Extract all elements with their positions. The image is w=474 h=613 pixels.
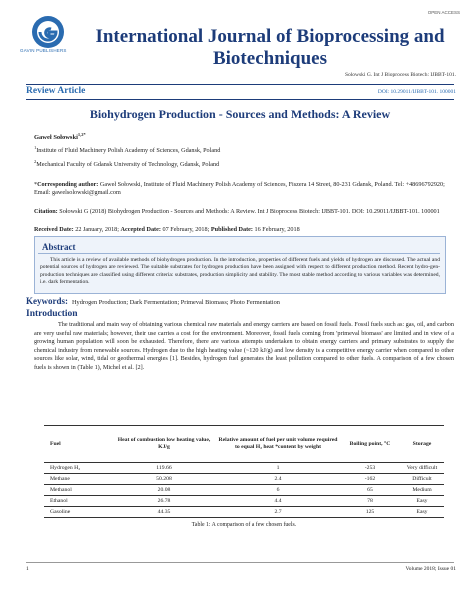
table-cell: -162 bbox=[340, 474, 400, 485]
header-citation: Solowski G. Int J Bioprocess Biotech: IJBBT-101. bbox=[344, 72, 456, 78]
table-cell: Ethanol bbox=[44, 496, 112, 507]
publisher-name: GAVIN PUBLISHERS bbox=[20, 48, 67, 53]
table-cell: Easy bbox=[400, 496, 444, 507]
published-value: 16 February, 2018 bbox=[254, 226, 300, 233]
header-rule-bottom bbox=[26, 99, 454, 100]
table-row bbox=[44, 485, 444, 496]
page-number: 1 bbox=[26, 566, 29, 572]
table-cell: 78 bbox=[340, 496, 400, 507]
table-cell: Easy bbox=[400, 507, 444, 518]
table-cell: 1 bbox=[216, 463, 340, 474]
table-cell: Difficult bbox=[400, 474, 444, 485]
table-cell: 50.208 bbox=[112, 474, 216, 485]
article-dates bbox=[34, 226, 454, 233]
table-cell: Methane bbox=[44, 474, 112, 485]
article-type-label: Review Article bbox=[26, 86, 86, 96]
abstract-heading: Abstract bbox=[42, 242, 76, 252]
table-cell: Very difficult bbox=[400, 463, 444, 474]
accepted-value: 07 February, 2018; bbox=[162, 226, 210, 233]
table-caption: Table 1: A comparison of a few chosen fuels. bbox=[191, 522, 297, 528]
table-cell: Medium bbox=[400, 485, 444, 496]
introduction-text: The traditional and main way of obtaining various chemical raw materials and energy carriers are based on fossil fuels. Fossil fuels such as: gas, oil, and carbon are very useful raw materials; however, their use carries a cost for the environment. Moreover, fossil fuels coming from 'primeval biomass' are limited and in view of a growing human population will soon be exhausted. Therefore, there are various attempts undertaken to obtain energy carriers and primary substrates to supply the chemical industry from renewable sources. Hydrogen due to the high heating value (~120 kJ/g) and low density is a competitive energy carrier when compared to other sources like solar, wind, tidal or geothermal energies [1]. Besides, hydrogen fuel generates the least pollution compared to other fuels. A comparison of a few chosen fuels is shown in (Table 1), Michel et al. [2]. bbox=[34, 321, 454, 371]
table-header-cell: Storage bbox=[400, 426, 444, 463]
author-name bbox=[34, 132, 86, 141]
affiliation-2-sup: 2 bbox=[34, 159, 37, 164]
citation-label: Citation: bbox=[34, 208, 58, 215]
table-cell: 26.78 bbox=[112, 496, 216, 507]
table-cell: 4.4 bbox=[216, 496, 340, 507]
open-access-label: OPEN ACCESS bbox=[427, 10, 460, 15]
table-cell: 44.35 bbox=[112, 507, 216, 518]
table-row bbox=[44, 463, 444, 474]
table-cell: 2.4 bbox=[216, 474, 340, 485]
table-cell: 65 bbox=[340, 485, 400, 496]
table-header-cell: Boiling point, °C bbox=[340, 426, 400, 463]
table-cell: Methanol bbox=[44, 485, 112, 496]
affiliation-1-text: Institute of Fluid Machinery Polish Academy of Sciences, Gdansk, Poland bbox=[36, 147, 221, 155]
keywords-heading: Keywords: bbox=[26, 296, 68, 306]
citation-block bbox=[34, 208, 454, 216]
citation-text: Sołowski G (2018) Biohydrogen Production - Sources and Methods: A Review. Int J Bioprocess Biotech: IJBBT-101. DOI: 10.29011/IJBBT-101. 100001 bbox=[59, 208, 440, 215]
affiliation-1 bbox=[34, 145, 220, 154]
author-name-text: Gaweł Sołowski bbox=[34, 134, 78, 142]
accepted-label: Accepted Date: bbox=[120, 226, 161, 233]
received-label: Received Date: bbox=[34, 226, 74, 233]
footer-rule bbox=[26, 562, 454, 563]
received-value: 22 January, 2018; bbox=[75, 226, 119, 233]
table-cell: Hydrogen H₂ bbox=[44, 463, 112, 474]
table-cell: 2.7 bbox=[216, 507, 340, 518]
table-cell: 20.08 bbox=[112, 485, 216, 496]
affiliation-1-sup: 1 bbox=[34, 145, 37, 150]
table-row bbox=[44, 496, 444, 507]
table-cell: -253 bbox=[340, 463, 400, 474]
table-cell: Gasoline bbox=[44, 507, 112, 518]
table-row bbox=[44, 507, 444, 518]
table-header-cell: Fuel bbox=[44, 426, 112, 463]
affiliation-2-text: Mechanical Faculty of Gdansk University of Technology, Gdansk, Poland bbox=[36, 161, 220, 169]
journal-title: International Journal of Bioprocessing and Biotechniques bbox=[95, 26, 445, 69]
published-label: Published Date: bbox=[210, 226, 253, 233]
corresponding-text: Gaweł Sołowski, Institute of Fluid Machinery Polish Academy of Sciences, Fiszera 14 Street, 80-231 Gdansk, Poland. Tel: +48696792920; Email: gawelsolowski@gmail.com bbox=[34, 181, 445, 196]
affiliation-2 bbox=[34, 159, 219, 168]
keywords-text: Hydrogen Production; Dark Fermentation; Primeval Biomass; Photo Fermentation bbox=[72, 299, 280, 306]
paper-title: Biohydrogen Production - Sources and Methods: A Review bbox=[89, 107, 391, 121]
keywords-line bbox=[26, 296, 454, 306]
corresponding-author: *Corresponding author: Gaweł Sołowski, Institute of Fluid Machinery Polish Academy of Sciences, Fiszera 14 Street, 80-231 Gdansk, Poland. Tel: +48696792920; Email: gawelsolowski@gmail.com bbox=[34, 181, 445, 196]
author-superscript: 1,2* bbox=[77, 132, 86, 137]
introduction-heading: Introduction bbox=[26, 309, 78, 319]
corresponding-label: Corresponding author: bbox=[37, 181, 99, 188]
header-doi: DOI: 10.29011/IJBBT-101. 100001 bbox=[377, 89, 456, 95]
abstract-text: This article is a review of available methods of biohydrogen production. In the introduction, properties of different fuels and yields of hydrogen are discussed. The actual and potential sources of hydrogen are reviewed. The suitable substrates for hydrogen production have been assigned with respect to different production method. Recent hydro-gen-production techniques are classified using different criteria: substrates, production simplicity and stability. The most stable method according to various variables was determined, i.e. dark fermentation. bbox=[40, 257, 440, 285]
volume-issue: Volume 2018; Issue 01 bbox=[405, 566, 456, 572]
table-header-row bbox=[44, 426, 444, 463]
table-header-cell: Relative amount of fuel per unit volume required to equal H₂ heat *content by weight bbox=[216, 426, 340, 463]
table-row bbox=[44, 474, 444, 485]
abstract-rule bbox=[38, 253, 440, 254]
header-rule-top bbox=[26, 84, 454, 85]
table-cell: 119.66 bbox=[112, 463, 216, 474]
table-cell: 6 bbox=[216, 485, 340, 496]
table-cell: 125 bbox=[340, 507, 400, 518]
fuel-comparison-table bbox=[44, 425, 444, 518]
table-header-cell: Heat of combustion low heating value, KJ/g bbox=[112, 426, 216, 463]
